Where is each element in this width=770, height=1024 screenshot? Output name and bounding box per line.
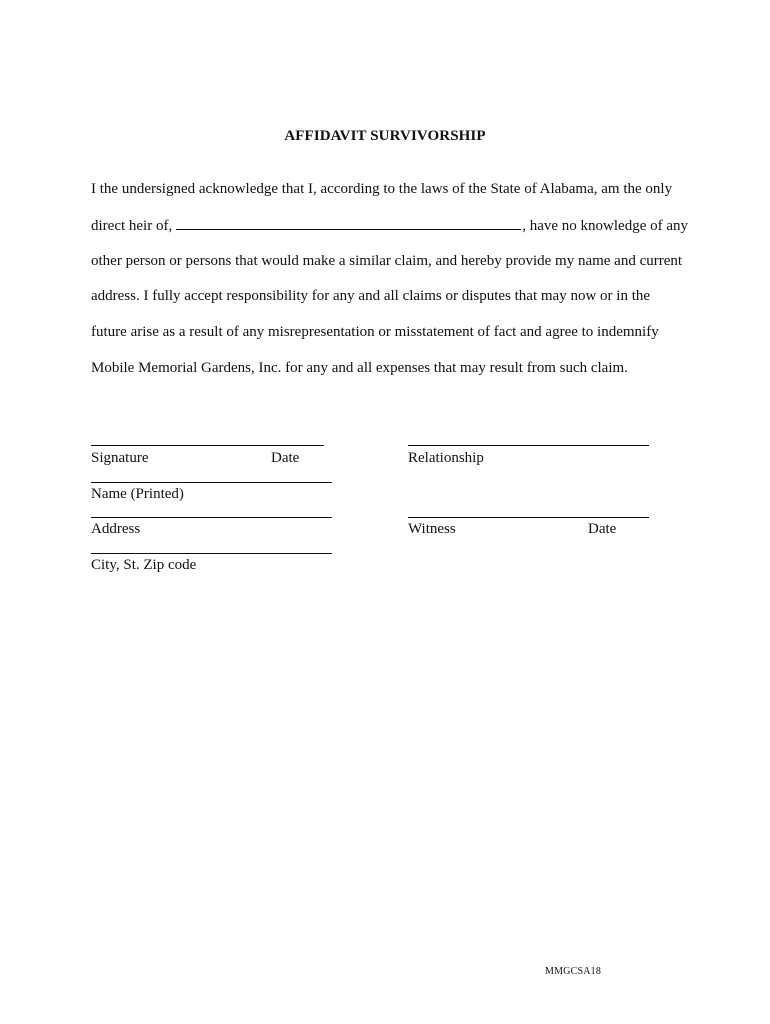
heir-suffix: , have no knowledge of any	[522, 218, 689, 234]
address-line[interactable]	[91, 517, 332, 518]
body-line-5: future arise as a result of any misrepresentation or misstatement of fact and agree to indemnify	[91, 324, 659, 340]
heir-prefix: direct heir of,	[91, 218, 173, 234]
signature-date-label: Date	[271, 450, 300, 466]
body-line-4: address. I fully accept responsibility for any and all claims or disputes that may now or in the	[91, 288, 651, 304]
name-printed-label: Name (Printed)	[91, 486, 184, 502]
body-line-1: I the undersigned acknowledge that I, according to the laws of the State of Alabama, am the only	[91, 181, 673, 197]
signature-label: Signature	[91, 450, 149, 466]
witness-label: Witness	[408, 521, 456, 537]
document-title: AFFIDAVIT SURVIVORSHIP	[284, 128, 486, 144]
body-line-2	[91, 217, 688, 235]
witness-date-label: Date	[588, 521, 617, 537]
address-label: Address	[91, 521, 141, 537]
city-state-zip-label: City, St. Zip code	[91, 557, 197, 573]
body-line-3: other person or persons that would make a similar claim, and hereby provide my name and current	[91, 253, 683, 269]
heir-name-blank[interactable]	[176, 217, 521, 230]
form-code: MMGCSA18	[545, 966, 602, 977]
body-line-6: Mobile Memorial Gardens, Inc. for any and all expenses that may result from such claim.	[91, 360, 628, 376]
name-printed-line[interactable]	[91, 482, 332, 483]
city-state-zip-line[interactable]	[91, 553, 332, 554]
witness-line[interactable]	[408, 517, 649, 518]
relationship-label: Relationship	[408, 450, 484, 466]
signature-line[interactable]	[91, 445, 324, 446]
relationship-line[interactable]	[408, 445, 649, 446]
